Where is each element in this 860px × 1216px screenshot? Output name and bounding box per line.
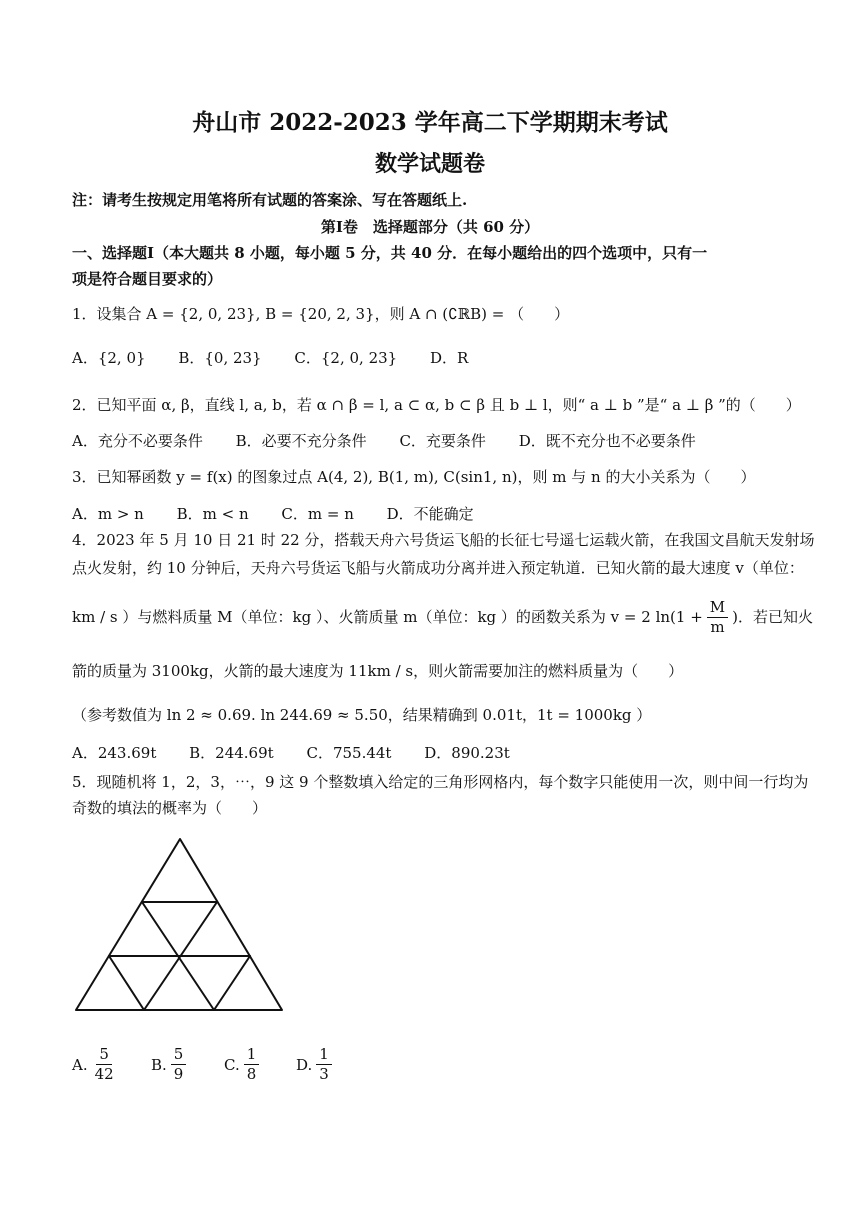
question-5-option-d-label: D. [296, 1055, 313, 1074]
question-3-option-b: B．m < n [176, 505, 249, 523]
numerator: 5 [171, 1045, 187, 1065]
question-4-options [72, 743, 538, 763]
question-5-option-b-fraction [171, 1045, 187, 1084]
part-heading: 第Ⅰ卷 选择题部分（共 60 分） [320, 218, 540, 236]
question-4-fraction-numerator: M [707, 598, 728, 618]
numerator: 1 [316, 1045, 332, 1065]
numerator: 1 [244, 1045, 260, 1065]
question-4-option-a: A．243.69t [72, 744, 157, 762]
denominator: 42 [94, 1065, 114, 1083]
question-4-line3-pre: km / s ）与燃料质量 M（单位：kg ）、火箭质量 m（单位：kg ）的函数关系为 v = 2 ln(1 + [72, 608, 703, 626]
question-5-option-b [151, 1045, 190, 1084]
question-5-line1: 5．现随机将 1，2，3，⋯，9 这 9 个整数填入给定的三角形网格内，每个数字只能使用一次，则中间一行均为 [72, 773, 809, 791]
question-2-option-d: D．既不充分也不必要条件 [518, 432, 696, 450]
question-3-option-d: D．不能确定 [386, 505, 474, 523]
question-5-option-b-label: B. [151, 1055, 167, 1074]
triangle-grid-figure [72, 833, 288, 1015]
question-4-line4: 箭的质量为 3100kg，火箭的最大速度为 11km / s，则火箭需要加注的燃料质量为（ ） [72, 662, 684, 680]
question-3-option-c: C．m = n [281, 505, 354, 523]
question-3-options [72, 504, 502, 524]
numerator: 5 [96, 1045, 112, 1065]
question-5-option-c-label: C. [224, 1055, 240, 1074]
denominator: 8 [246, 1065, 257, 1083]
question-4-option-c: C．755.44t [306, 744, 392, 762]
exam-subtitle: 数学试题卷 [374, 151, 485, 177]
question-5-option-c [224, 1045, 263, 1084]
question-1-option-c: C．{2, 0, 23} [294, 349, 398, 367]
grid-diagonal-4 [214, 956, 250, 1010]
question-4-line1: 4．2023 年 5 月 10 日 21 时 22 分，搭载天舟六号货运飞船的长征七号遥七运载火箭，在我国文昌航天发射场 [72, 531, 815, 549]
question-5-option-a [72, 1045, 121, 1084]
question-4-line3-post: )．若已知火 [732, 608, 813, 626]
question-1-options [72, 348, 496, 368]
question-5-line2: 奇数的填法的概率为（ ） [72, 799, 268, 817]
question-1-option-d: D．R [429, 349, 469, 367]
grid-diagonal-2 [109, 956, 144, 1010]
question-4-formula-line [72, 597, 813, 637]
question-5-option-d [296, 1045, 336, 1084]
question-3-option-a: A．m > n [72, 505, 144, 523]
denominator: 3 [319, 1065, 329, 1083]
question-5-option-d-fraction [316, 1045, 332, 1084]
question-5-option-c-fraction [244, 1045, 260, 1084]
question-4-reference-values: （参考数值为 ln 2 ≈ 0.69. ln 244.69 ≈ 5.50，结果精确到 0.01t，1t = 1000kg ） [72, 706, 652, 724]
question-4-option-b: B．244.69t [189, 744, 274, 762]
question-2-stem: 2．已知平面 α, β，直线 l, a, b，若 α ∩ β = l, a ⊂ α, b ⊂ β 且 b ⊥ l，则“ a ⊥ b ”是“ a ⊥ β ”的（ ） [72, 396, 801, 414]
question-4-line2: 点火发射，约 10 分钟后，天舟六号货运飞船与火箭成功分离并进入预定轨道．已知火箭的最大速度 v（单位： [72, 559, 804, 577]
question-4-option-d: D．890.23t [424, 744, 510, 762]
question-3-stem: 3．已知幂函数 y = f(x) 的图象过点 A(4, 2), B(1, m), C(sin1, n)，则 m 与 n 的大小关系为（ ） [72, 468, 756, 486]
section-heading-line2: 项是符合题目要求的） [72, 270, 223, 288]
question-2-option-a: A．充分不必要条件 [72, 432, 203, 450]
question-2-options [72, 431, 724, 451]
denominator: 9 [173, 1065, 184, 1083]
exam-title: 舟山市 2022-2023 学年高二下学期期末考试 [192, 109, 668, 136]
question-2-option-c: C．充要条件 [399, 432, 486, 450]
notice: 注：请考生按规定用笔将所有试题的答案涂、写在答题纸上. [72, 191, 468, 209]
question-4-fraction-denominator: m [710, 617, 725, 636]
question-5-option-a-fraction [92, 1045, 117, 1084]
section-heading-line1: 一、选择题Ⅰ（本大题共 8 小题，每小题 5 分，共 40 分．在每小题给出的四个选项中，只有一 [72, 244, 708, 262]
question-5-option-a-label: A. [72, 1055, 88, 1074]
question-4-fraction [707, 598, 728, 637]
question-1-option-a: A．{2, 0} [72, 349, 146, 367]
question-2-option-b: B．必要不充分条件 [235, 432, 367, 450]
triangle-outline [76, 839, 282, 1010]
question-1-option-b: B．{0, 23} [178, 349, 262, 367]
question-1-stem: 1．设集合 A = {2, 0, 23}, B = {20, 2, 3}，则 A ∩ (∁ℝB) = （ ） [72, 305, 570, 323]
